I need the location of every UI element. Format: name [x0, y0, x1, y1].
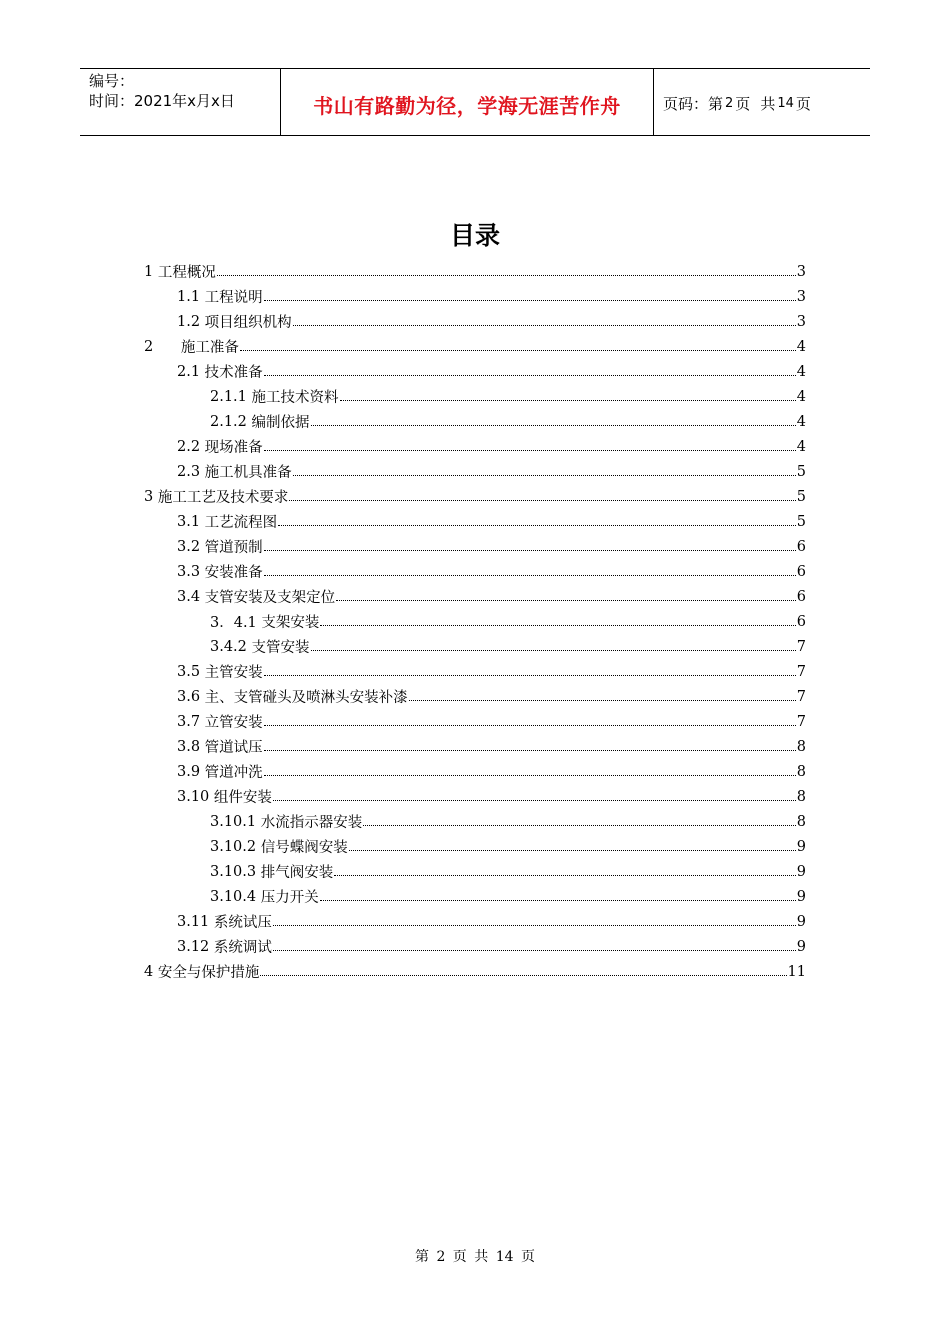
- toc-entry[interactable]: [144, 534, 806, 559]
- toc-entry-page: 5: [796, 488, 806, 505]
- toc-entry-page: 8: [796, 813, 806, 830]
- toc-entry[interactable]: [144, 259, 806, 284]
- toc-entry-number: 2.1.1: [210, 388, 252, 405]
- toc-entry-number: 2.2: [177, 438, 205, 455]
- toc-leader-dots: [264, 361, 796, 376]
- toc-entry-page: 4: [796, 363, 806, 380]
- toc-leader-dots: [264, 536, 796, 551]
- toc-entry-page: 8: [796, 738, 806, 755]
- toc-entry-number: 3．4.1: [210, 615, 262, 631]
- toc-entry-title: 项目组织机构: [204, 315, 292, 331]
- toc-leader-dots: [264, 711, 796, 726]
- toc-entry-title: 施工工艺及技术要求: [157, 490, 289, 506]
- toc-entry[interactable]: [144, 859, 806, 884]
- toc-entry-page: 5: [796, 463, 806, 480]
- toc-entry[interactable]: [144, 459, 806, 484]
- toc-entry[interactable]: [144, 884, 806, 909]
- date-label: 时间：2021年x月x日: [89, 92, 235, 110]
- toc-entry[interactable]: [144, 309, 806, 334]
- toc-entry-title: 管道冲洗: [204, 765, 263, 781]
- toc-entry-number: 2.3: [177, 463, 205, 480]
- toc-entry-page: 7: [796, 688, 806, 705]
- toc-entry-number: 2.1: [177, 363, 205, 380]
- toc-entry-title: 支架安装: [261, 615, 320, 631]
- toc-entry-title: 排气阀安装: [260, 865, 334, 881]
- toc-entry-page: 9: [796, 888, 806, 905]
- toc-entry[interactable]: [144, 559, 806, 584]
- toc-leader-dots: [273, 911, 796, 926]
- toc-leader-dots: [240, 336, 796, 351]
- page-header: [80, 68, 870, 136]
- toc-entry-page: 4: [796, 388, 806, 405]
- toc-entry-page: 6: [796, 538, 806, 555]
- toc-entry-page: 6: [796, 613, 806, 630]
- page-current: 2: [725, 95, 734, 111]
- toc-entry-title: 系统调试: [213, 940, 272, 956]
- page-footer: 第 2 页 共 14 页: [415, 1249, 535, 1265]
- toc-entry-title: 安装准备: [204, 565, 263, 581]
- toc-entry-page: 5: [796, 513, 806, 530]
- toc-entry-title: 系统试压: [213, 915, 272, 931]
- page-total: 14: [777, 95, 794, 111]
- toc-entry-number: 3: [144, 488, 158, 505]
- toc-entry-page: 9: [796, 913, 806, 930]
- toc-entry-number: 3.11: [177, 913, 214, 930]
- toc-entry-number: 3.10: [177, 788, 214, 805]
- toc-entry-page: 11: [787, 963, 806, 980]
- toc-entry-number: 3.8: [177, 738, 205, 755]
- toc-entry-page: 7: [796, 663, 806, 680]
- toc-entry-title: 施工准备: [180, 340, 239, 356]
- toc-entry[interactable]: [144, 384, 806, 409]
- toc-entry-number: 1: [144, 263, 158, 280]
- toc-entry[interactable]: [144, 834, 806, 859]
- toc-leader-dots: [349, 836, 796, 851]
- toc-entry-page: 9: [796, 938, 806, 955]
- toc-title: 目录: [449, 221, 500, 250]
- toc-entry-number: 2: [144, 338, 181, 355]
- toc-leader-dots: [289, 486, 795, 501]
- toc-entry-title: 安全与保护措施: [157, 965, 260, 981]
- toc-entry-title: 工程说明: [204, 290, 263, 306]
- toc-entry[interactable]: [144, 809, 806, 834]
- toc-entry-title: 压力开关: [260, 890, 319, 906]
- toc-entry[interactable]: [144, 584, 806, 609]
- toc-entry-number: 3.4: [177, 588, 205, 605]
- toc-entry-title: 支管安装: [251, 640, 310, 656]
- toc-leader-dots: [320, 611, 795, 626]
- toc-entry-page: 4: [796, 413, 806, 430]
- toc-entry[interactable]: [144, 784, 806, 809]
- toc-entry[interactable]: [144, 759, 806, 784]
- toc-leader-dots: [340, 386, 796, 401]
- code-label: 编号：: [89, 72, 135, 90]
- toc-entry[interactable]: [144, 959, 806, 984]
- page-suffix: 页: [795, 94, 811, 113]
- toc-entry-title: 支管安装及支架定位: [204, 590, 336, 606]
- toc-entry-page: 4: [796, 438, 806, 455]
- toc-leader-dots: [264, 561, 796, 576]
- toc-entry-page: 6: [796, 588, 806, 605]
- toc-entry[interactable]: [144, 934, 806, 959]
- toc-leader-dots: [334, 861, 796, 876]
- toc-entry-title: 信号蝶阀安装: [260, 840, 348, 856]
- toc-entry-number: 3.9: [177, 763, 205, 780]
- toc-entry-number: 3.7: [177, 713, 205, 730]
- page-mid: 页: [735, 94, 751, 113]
- toc-entry-number: 2.1.2: [210, 413, 252, 430]
- toc-leader-dots: [320, 886, 796, 901]
- toc-entry[interactable]: [144, 434, 806, 459]
- toc-entry[interactable]: [144, 734, 806, 759]
- toc-leader-dots: [264, 286, 796, 301]
- toc-entry-page: 3: [796, 288, 806, 305]
- toc-leader-dots: [264, 436, 796, 451]
- header-motto: 书山有路勤为径，学海无涯苦作舟: [281, 69, 654, 135]
- toc-entry-title: 施工机具准备: [204, 465, 292, 481]
- toc-entry-number: 3.12: [177, 938, 214, 955]
- toc-entry-page: 3: [796, 263, 806, 280]
- toc-leader-dots: [217, 261, 796, 276]
- toc-entry-page: 4: [796, 338, 806, 355]
- toc-entry-number: 3.5: [177, 663, 205, 680]
- toc-entry-title: 施工技术资料: [251, 390, 339, 406]
- toc-entry-number: 3.4.2: [210, 638, 252, 655]
- toc-entry-page: 9: [796, 838, 806, 855]
- toc-entry-number: 3.3: [177, 563, 205, 580]
- toc-entry[interactable]: [144, 659, 806, 684]
- toc-entry[interactable]: [144, 509, 806, 534]
- toc-entry[interactable]: [144, 609, 806, 634]
- toc-entry-title: 立管安装: [204, 715, 263, 731]
- toc-entry-number: 3.2: [177, 538, 205, 555]
- page-total-prefix: 共: [760, 94, 776, 113]
- toc-entry-page: 8: [796, 788, 806, 805]
- toc-entry-number: 3.10.4: [210, 888, 261, 905]
- toc-entry-title: 管道试压: [204, 740, 263, 756]
- toc-leader-dots: [260, 961, 786, 976]
- toc-entry[interactable]: [144, 709, 806, 734]
- toc-entry-title: 编制依据: [251, 415, 310, 431]
- toc-entry-title: 组件安装: [213, 790, 272, 806]
- toc-leader-dots: [264, 761, 796, 776]
- header-info-cell: [80, 69, 281, 135]
- toc-leader-dots: [293, 311, 796, 326]
- toc-leader-dots: [273, 936, 796, 951]
- toc-entry-number: 3.10.2: [210, 838, 261, 855]
- toc-entry-page: 7: [796, 638, 806, 655]
- toc-entry-page: 7: [796, 713, 806, 730]
- page-prefix: 页码：第: [663, 94, 724, 113]
- toc-leader-dots: [311, 636, 796, 651]
- toc-entry[interactable]: [144, 634, 806, 659]
- toc-entry-number: 3.10.1: [210, 813, 261, 830]
- toc-entry-title: 水流指示器安装: [260, 815, 363, 831]
- toc-entry-page: 6: [796, 563, 806, 580]
- toc-leader-dots: [363, 811, 796, 826]
- toc-entry-number: 3.1: [177, 513, 205, 530]
- toc-leader-dots: [311, 411, 796, 426]
- toc-entry[interactable]: [144, 909, 806, 934]
- toc-leader-dots: [293, 461, 796, 476]
- toc-entry-title: 管道预制: [204, 540, 263, 556]
- toc-leader-dots: [273, 786, 796, 801]
- toc-entry[interactable]: [144, 359, 806, 384]
- toc-entry-page: 3: [796, 313, 806, 330]
- toc-entry-number: 1.2: [177, 313, 205, 330]
- toc-entry-page: 9: [796, 863, 806, 880]
- toc-entry[interactable]: [144, 284, 806, 309]
- toc-entry-title: 工艺流程图: [204, 515, 278, 531]
- toc-leader-dots: [264, 736, 796, 751]
- toc-entry-page: 8: [796, 763, 806, 780]
- table-of-contents: [144, 259, 806, 984]
- toc-entry[interactable]: [144, 484, 806, 509]
- toc-leader-dots: [278, 511, 796, 526]
- toc-entry-number: 3.6: [177, 688, 205, 705]
- toc-entry-number: 4: [144, 963, 158, 980]
- header-page-number: [654, 69, 870, 135]
- toc-entry[interactable]: [144, 334, 806, 359]
- toc-entry[interactable]: [144, 409, 806, 434]
- toc-entry-title: 主、支管碰头及喷淋头安装补漆: [204, 690, 408, 706]
- toc-entry[interactable]: [144, 684, 806, 709]
- toc-entry-number: 1.1: [177, 288, 205, 305]
- toc-leader-dots: [409, 686, 796, 701]
- toc-leader-dots: [264, 661, 796, 676]
- toc-entry-title: 工程概况: [157, 265, 216, 281]
- toc-entry-number: 3.10.3: [210, 863, 261, 880]
- toc-leader-dots: [336, 586, 796, 601]
- toc-entry-title: 技术准备: [204, 365, 263, 381]
- toc-entry-title: 主管安装: [204, 665, 263, 681]
- toc-entry-title: 现场准备: [204, 440, 263, 456]
